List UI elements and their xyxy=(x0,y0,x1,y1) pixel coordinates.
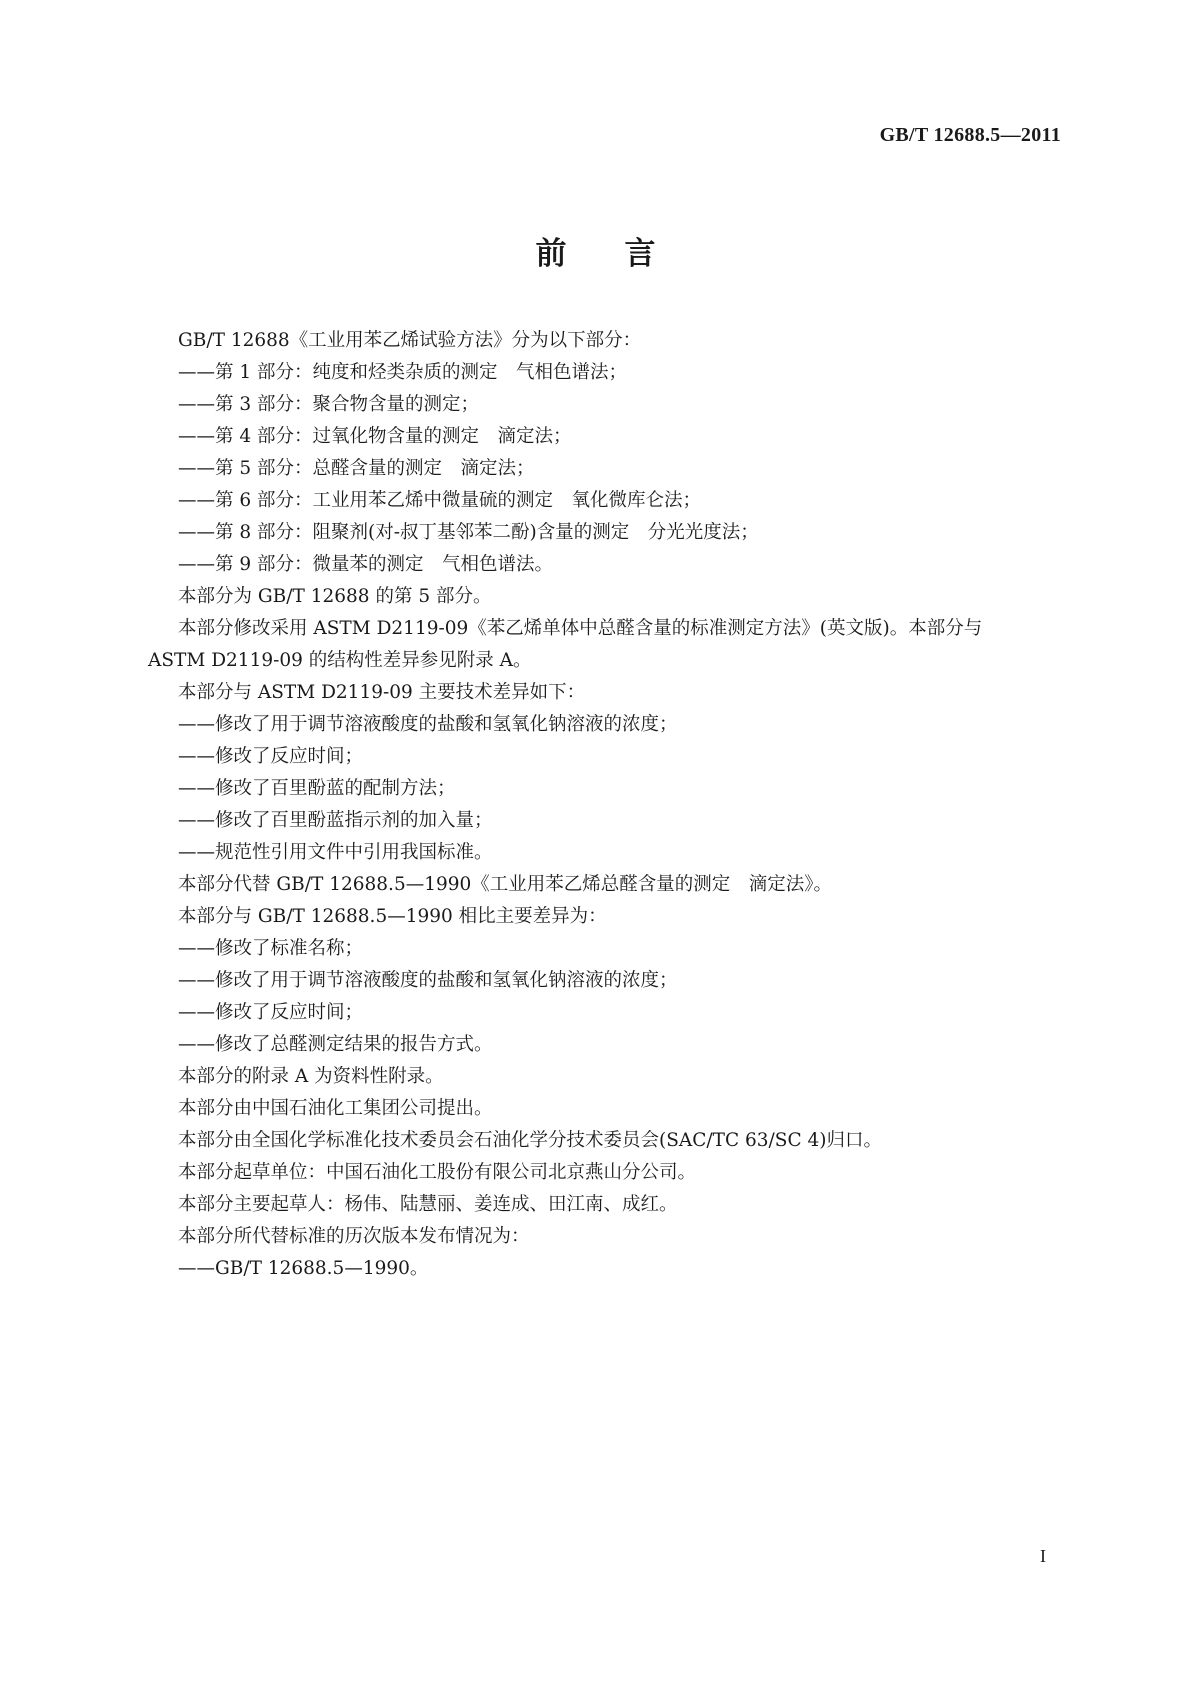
list-item: ——GB/T 12688.5—1990。 xyxy=(178,1258,429,1279)
list-item: ——修改了反应时间； xyxy=(178,1002,364,1023)
list-item: ——修改了百里酚蓝的配制方法； xyxy=(178,778,456,799)
page-number: I xyxy=(1040,1546,1046,1566)
paragraph-line: 本部分为 GB/T 12688 的第 5 部分。 xyxy=(178,586,492,607)
list-item: ——修改了用于调节溶液酸度的盐酸和氢氧化钠溶液的浓度； xyxy=(178,970,678,991)
paragraph-line: 本部分起草单位：中国石油化工股份有限公司北京燕山分公司。 xyxy=(178,1162,697,1183)
list-item: ——第 5 部分：总醛含量的测定 滴定法； xyxy=(178,458,535,479)
list-item: ——第 9 部分：微量苯的测定 气相色谱法。 xyxy=(178,554,554,575)
paragraph-line: 本部分与 ASTM D2119-09 主要技术差异如下： xyxy=(178,682,586,703)
foreword-body xyxy=(148,325,1065,1285)
list-item: ——修改了反应时间； xyxy=(178,746,364,767)
standard-code: GB/T 12688.5—2011 xyxy=(879,124,1061,146)
page-title: 前言 xyxy=(535,236,714,272)
list-item: ——修改了标准名称； xyxy=(178,938,364,959)
paragraph-line: 本部分由中国石油化工集团公司提出。 xyxy=(178,1098,493,1119)
list-item: ——第 4 部分：过氧化物含量的测定 滴定法； xyxy=(178,426,572,447)
list-item: ——修改了总醛测定结果的报告方式。 xyxy=(178,1034,493,1055)
paragraph-line: ASTM D2119-09 的结构性差异参见附录 A。 xyxy=(148,650,532,671)
paragraph-line: 本部分代替 GB/T 12688.5—1990《工业用苯乙烯总醛含量的测定 滴定法》。 xyxy=(178,874,833,895)
paragraph-line: 本部分所代替标准的历次版本发布情况为： xyxy=(178,1226,530,1247)
list-item: ——第 3 部分：聚合物含量的测定； xyxy=(178,394,480,415)
list-item: ——第 1 部分：纯度和烃类杂质的测定 气相色谱法； xyxy=(178,362,628,383)
paragraph-line: 本部分与 GB/T 12688.5—1990 相比主要差异为： xyxy=(178,906,607,927)
list-item: ——第 6 部分：工业用苯乙烯中微量硫的测定 氧化微库仑法； xyxy=(178,490,702,511)
list-item: ——修改了用于调节溶液酸度的盐酸和氢氧化钠溶液的浓度； xyxy=(178,714,678,735)
list-item: ——修改了百里酚蓝指示剂的加入量； xyxy=(178,810,493,831)
list-item: ——第 8 部分：阻聚剂(对-叔丁基邻苯二酚)含量的测定 分光光度法； xyxy=(178,522,759,543)
paragraph-line: 本部分主要起草人：杨伟、陆慧丽、姜连成、田江南、成红。 xyxy=(178,1194,678,1215)
paragraph-line: 本部分由全国化学标准化技术委员会石油化学分技术委员会(SAC/TC 63/SC 4)归口。 xyxy=(178,1130,882,1151)
paragraph-line: 本部分的附录 A 为资料性附录。 xyxy=(178,1066,444,1087)
paragraph-line: GB/T 12688《工业用苯乙烯试验方法》分为以下部分： xyxy=(178,330,642,351)
paragraph-line: 本部分修改采用 ASTM D2119-09《苯乙烯单体中总醛含量的标准测定方法》(英文版)。本部分与 xyxy=(178,618,983,639)
list-item: ——规范性引用文件中引用我国标准。 xyxy=(178,842,493,863)
